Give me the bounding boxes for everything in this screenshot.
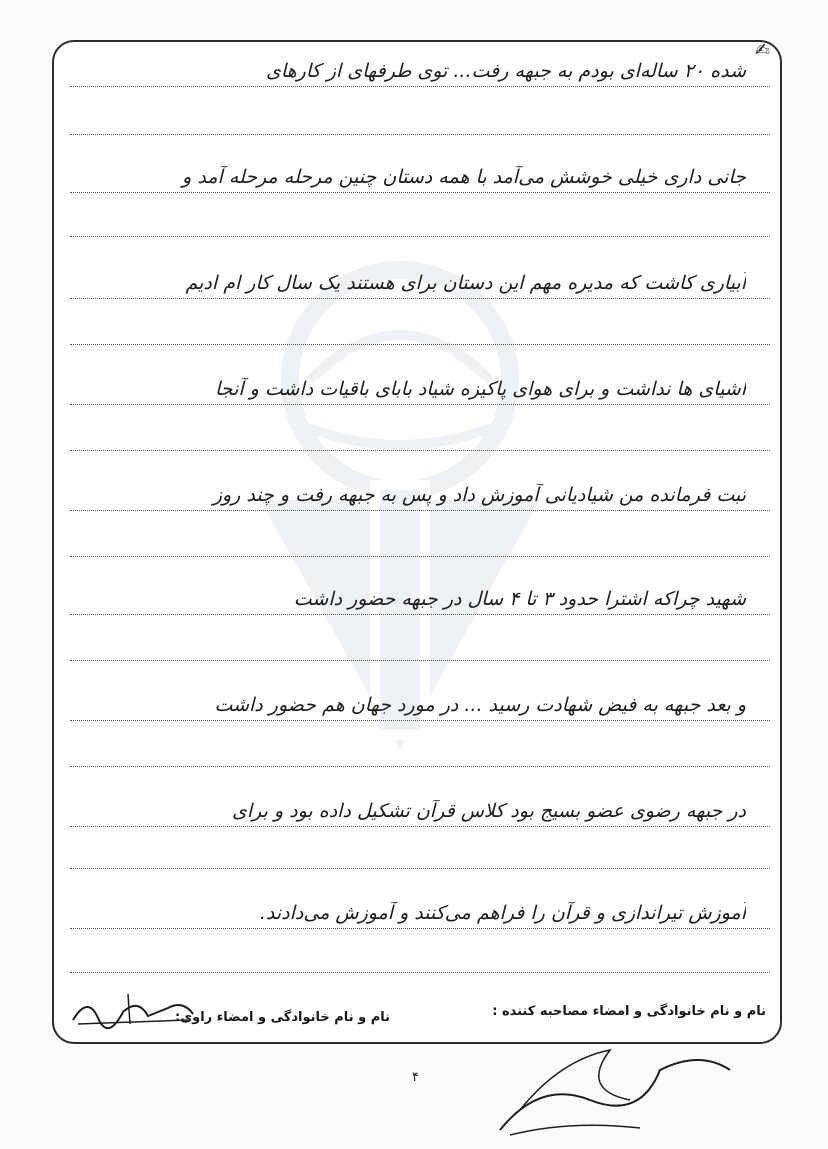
writing-rule: [70, 972, 770, 973]
handwritten-line: آموزش تیراندازی و قرآن را فراهم می‌کنند و آموزش می‌دادند.: [259, 902, 746, 924]
writing-rule: [70, 450, 770, 451]
handwritten-line: و بعد جبهه به فیض شهادت رسید ... در مورد جهان هم حضور داشت: [214, 694, 746, 716]
writing-rule: [70, 192, 770, 193]
handwritten-line: ثبت فرمانده من شیادیانی آموزش داد و پس به جبهه رفت و چند روز: [212, 484, 746, 506]
writing-rule: [70, 826, 770, 827]
writing-rule: [70, 720, 770, 721]
handwritten-line: جانی داری خیلی خوشش می‌آمد با همه دستان چنین مرحله مرحله آمد و: [182, 166, 746, 188]
writing-rule: [70, 868, 770, 869]
interviewer-label: نام و نام خانوادگی و امضاء مصاحبه کننده :: [492, 1004, 766, 1019]
writing-rule: [70, 86, 770, 87]
handwritten-line: شده ۲۰ ساله‌ای بودم به جبهه رفت... توی طرفهای از کارهای: [266, 60, 746, 82]
writing-rule: [70, 344, 770, 345]
writing-rule: [70, 404, 770, 405]
handwritten-line: در جبهه رضوی عضو بسیج بود کلاس قرآن تشکیل داده بود و برای: [231, 800, 746, 822]
handwritten-line: شهید چراکه اشترا حدود ۳ تا ۴ سال در جبهه حضور داشت: [293, 588, 746, 610]
writing-rule: [70, 510, 770, 511]
page-number: ۴: [412, 1070, 419, 1085]
pen-mark-icon: ✍: [754, 40, 770, 61]
narrator-label: نام و نام خانوادگی و امضاء راوی:: [175, 1010, 390, 1025]
writing-rule: [70, 614, 770, 615]
bottom-signature: [480, 1040, 740, 1140]
handwritten-line: آبیاری کاشت که مدیره مهم این دستان برای هستند یک سال کار ام ادیم: [185, 272, 746, 294]
writing-rule: [70, 660, 770, 661]
writing-rule: [70, 766, 770, 767]
writing-rule: [70, 556, 770, 557]
writing-rule: [70, 236, 770, 237]
writing-rule: [70, 928, 770, 929]
narrator-signature: [68, 990, 198, 1030]
writing-rule: [70, 298, 770, 299]
writing-rule: [70, 134, 770, 135]
handwritten-line: اشیای ها نداشت و برای هوای پاکیزه شیاد بابای باقیات داشت و آنجا: [215, 378, 746, 400]
